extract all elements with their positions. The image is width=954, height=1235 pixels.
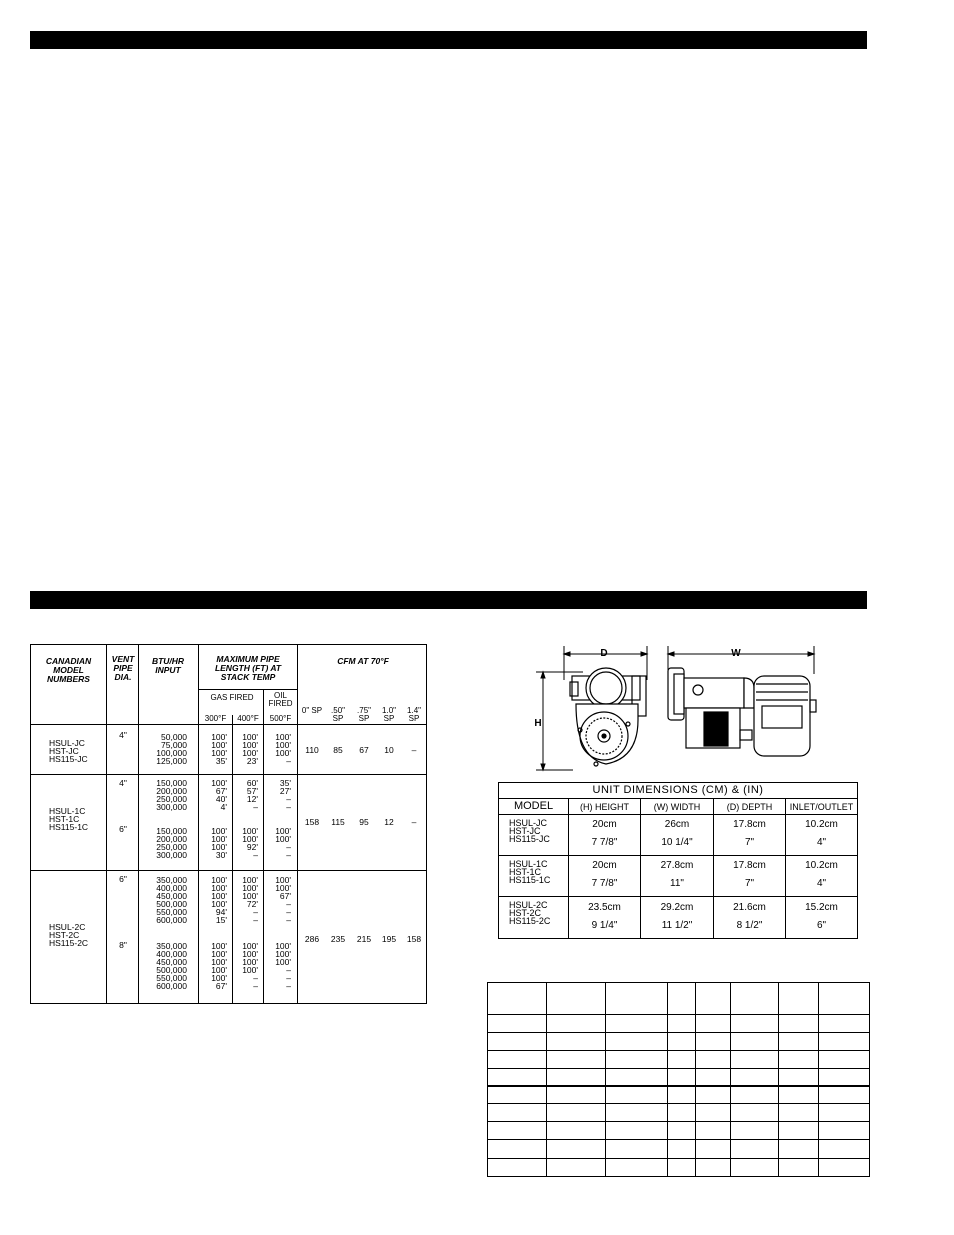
group3-o500-a: 100' 100' 67' – – –	[275, 875, 291, 925]
section-header-bar-top	[30, 31, 867, 49]
table-divider	[31, 870, 426, 871]
side-view	[570, 668, 646, 766]
dim-row3-d-cm: 21.6cm	[733, 902, 766, 913]
grid-row-line	[488, 1158, 869, 1159]
group1-g400: 100' 100' 100' 23'	[242, 732, 258, 766]
group3-cfm-100: 195	[381, 934, 397, 944]
dim-row3-w-cm: 29.2cm	[660, 902, 694, 913]
group1-cfm-75: 67	[359, 745, 369, 755]
dim-row1-h-in: 7 7/8"	[591, 837, 618, 848]
header-btu-input: BTU/HR INPUT	[151, 656, 185, 675]
dim-table-title: UNIT DIMENSIONS (CM) & (IN)	[592, 784, 764, 796]
group1-cfm-100: 10	[384, 745, 394, 755]
header-max-pipe-length: MAXIMUM PIPE LENGTH (FT) AT STACK TEMP	[214, 654, 282, 682]
group2-o500-b: 100' 100' – –	[275, 826, 291, 860]
group2-models: HSUL-1C HST-1C HS115-1C	[49, 806, 89, 832]
table-divider	[499, 896, 857, 897]
group3-vent-dia-a: 6"	[119, 874, 127, 884]
header-gas-fired: GAS FIRED	[210, 693, 254, 702]
table-divider	[499, 855, 857, 856]
vent-pipe-table	[30, 644, 427, 1004]
header-oil-fired: OIL FIRED	[268, 691, 293, 708]
dim-header-inlet-outlet: INLET/OUTLET	[789, 802, 854, 812]
header-sp-100: 1.0" SP	[382, 706, 396, 723]
grid-col-line	[667, 983, 668, 1176]
group3-g300-a: 100' 100' 100' 100' 94' 15'	[211, 875, 227, 925]
dim-row2-d-cm: 17.8cm	[733, 860, 766, 871]
group1-cfm-0: 110	[305, 745, 319, 755]
dim-row1-d-in: 7"	[744, 837, 755, 848]
group2-cfm-75: 95	[359, 817, 369, 827]
group3-o500-b: 100' 100' 100' – – –	[275, 941, 291, 991]
group1-o500: 100' 100' 100' –	[275, 732, 291, 766]
table-divider	[499, 798, 857, 799]
dim-row1-model: HSUL-JC HST-JC HS115-JC	[509, 818, 550, 844]
group3-g300-b: 100' 100' 100' 100' 100' 67'	[211, 941, 227, 991]
dim-header-height: (H) HEIGHT	[580, 802, 629, 812]
group2-g400-a: 60' 57' 12' –	[246, 778, 258, 812]
grid-col-line	[818, 983, 819, 1176]
header-sp-75: .75" SP	[357, 706, 371, 723]
dim-row3-io-in: 6"	[816, 920, 827, 931]
dim-row2-io-cm: 10.2cm	[805, 860, 838, 871]
dim-row3-w-in: 11 1/2"	[661, 920, 693, 931]
dim-row2-w-cm: 27.8cm	[660, 860, 694, 871]
group2-cfm-0: 158	[304, 817, 320, 827]
label-d: D	[600, 648, 608, 659]
group3-models: HSUL-2C HST-2C HS115-2C	[49, 922, 89, 948]
dim-header-width: (W) WIDTH	[653, 802, 701, 812]
group3-cfm-140: 158	[406, 934, 422, 944]
front-view	[668, 668, 816, 756]
table-divider	[499, 814, 857, 815]
grid-row-line	[488, 1103, 869, 1104]
table-divider	[198, 645, 199, 1003]
group2-vent-dia-a: 4"	[119, 778, 127, 788]
dim-row2-h-cm: 20cm	[592, 860, 617, 871]
section-header-bar-middle	[30, 591, 867, 609]
empty-grid-table	[487, 982, 870, 1177]
table-divider	[138, 645, 139, 1003]
table-divider	[198, 689, 297, 690]
table-divider	[263, 690, 264, 1003]
group2-g400-b: 100' 100' 92' –	[242, 826, 258, 860]
label-h: H	[534, 718, 542, 729]
dim-row2-model: HSUL-1C HST-1C HS115-1C	[509, 859, 551, 885]
header-sp-0: 0" SP	[301, 706, 323, 715]
dim-row1-io-in: 4"	[816, 837, 827, 848]
grid-row-line	[488, 1014, 869, 1015]
grid-row-line	[488, 1068, 869, 1069]
group1-cfm-140: –	[411, 745, 417, 755]
header-sp-50: .50" SP	[331, 706, 345, 723]
header-temp-300: 300°F	[204, 714, 227, 723]
dim-row1-h-cm: 20cm	[592, 819, 617, 830]
header-sp-140: 1.4" SP	[407, 706, 421, 723]
dim-row1-d-cm: 17.8cm	[733, 819, 766, 830]
group3-btu-a: 350,000 400,000 450,000 500,000 550,000 600,000	[156, 875, 187, 925]
table-divider	[232, 715, 233, 1003]
group3-g400-b: 100' 100' 100' 100' – –	[242, 941, 258, 991]
dim-row2-d-in: 7"	[744, 878, 755, 889]
dim-row3-model: HSUL-2C HST-2C HS115-2C	[509, 900, 551, 926]
group2-o500-a: 35' 27' – –	[279, 778, 291, 812]
group1-cfm-50: 85	[333, 745, 343, 755]
grid-row-line	[488, 1085, 869, 1087]
dim-row3-d-in: 8 1/2"	[736, 920, 763, 931]
group1-vent-dia: 4"	[119, 730, 127, 740]
dim-row2-h-in: 7 7/8"	[591, 878, 618, 889]
group2-g300-a: 100' 67' 40' 4'	[211, 778, 227, 812]
group3-cfm-75: 215	[356, 934, 372, 944]
group2-g300-b: 100' 100' 100' 30'	[211, 826, 227, 860]
group2-btu-a: 150,000 200,000 250,000 300,000	[156, 778, 187, 812]
group2-btu-b: 150,000 200,000 250,000 300,000	[156, 826, 187, 860]
dim-row1-w-cm: 26cm	[664, 819, 690, 830]
group3-vent-dia-b: 8"	[119, 940, 127, 950]
grid-row-line	[488, 1032, 869, 1033]
grid-col-line	[730, 983, 731, 1176]
grid-col-line	[546, 983, 547, 1176]
label-w: W	[731, 648, 741, 659]
table-divider	[31, 724, 426, 725]
grid-col-line	[695, 983, 696, 1176]
group3-btu-b: 350,000 400,000 450,000 500,000 550,000 600,000	[156, 941, 187, 991]
dim-header-depth: (D) DEPTH	[726, 802, 773, 812]
header-vent-dia: VENT PIPE DIA.	[111, 654, 135, 682]
group3-cfm-50: 235	[330, 934, 346, 944]
dim-row3-h-in: 9 1/4"	[591, 920, 618, 931]
group2-cfm-50: 115	[331, 817, 345, 827]
header-temp-400: 400°F	[237, 714, 259, 723]
group2-vent-dia-b: 6"	[119, 824, 127, 834]
inducer-dimension-drawing	[528, 640, 828, 780]
group1-g300: 100' 100' 100' 35'	[211, 732, 227, 766]
unit-dimensions-table	[498, 782, 858, 939]
table-divider	[31, 774, 426, 775]
group1-models: HSUL-JC HST-JC HS115-JC	[49, 738, 88, 764]
group2-cfm-140: –	[411, 817, 417, 827]
dim-row1-io-cm: 10.2cm	[805, 819, 838, 830]
group3-g400-a: 100' 100' 100' 72' – –	[242, 875, 258, 925]
grid-col-line	[605, 983, 606, 1176]
dim-header-model: MODEL	[513, 800, 554, 812]
group2-cfm-100: 12	[384, 817, 394, 827]
grid-row-line	[488, 1050, 869, 1051]
dim-row3-io-cm: 15.2cm	[805, 902, 838, 913]
header-model-numbers: CANADIAN MODEL NUMBERS	[45, 656, 92, 684]
grid-row-line	[488, 1121, 869, 1122]
dim-row2-w-in: 11"	[670, 878, 684, 889]
group3-cfm-0: 286	[304, 934, 320, 944]
dim-row2-io-in: 4"	[816, 878, 827, 889]
dim-row1-w-in: 10 1/4"	[661, 837, 693, 848]
group1-btu: 50,000 75,000 100,000 125,000	[156, 732, 187, 766]
grid-col-line	[778, 983, 779, 1176]
table-divider	[106, 645, 107, 1003]
dim-row3-h-cm: 23.5cm	[588, 902, 621, 913]
header-temp-500: 500°F	[269, 714, 292, 723]
grid-row-line	[488, 1139, 869, 1140]
header-cfm: CFM AT 70°F	[337, 656, 389, 666]
table-divider	[297, 645, 298, 1003]
